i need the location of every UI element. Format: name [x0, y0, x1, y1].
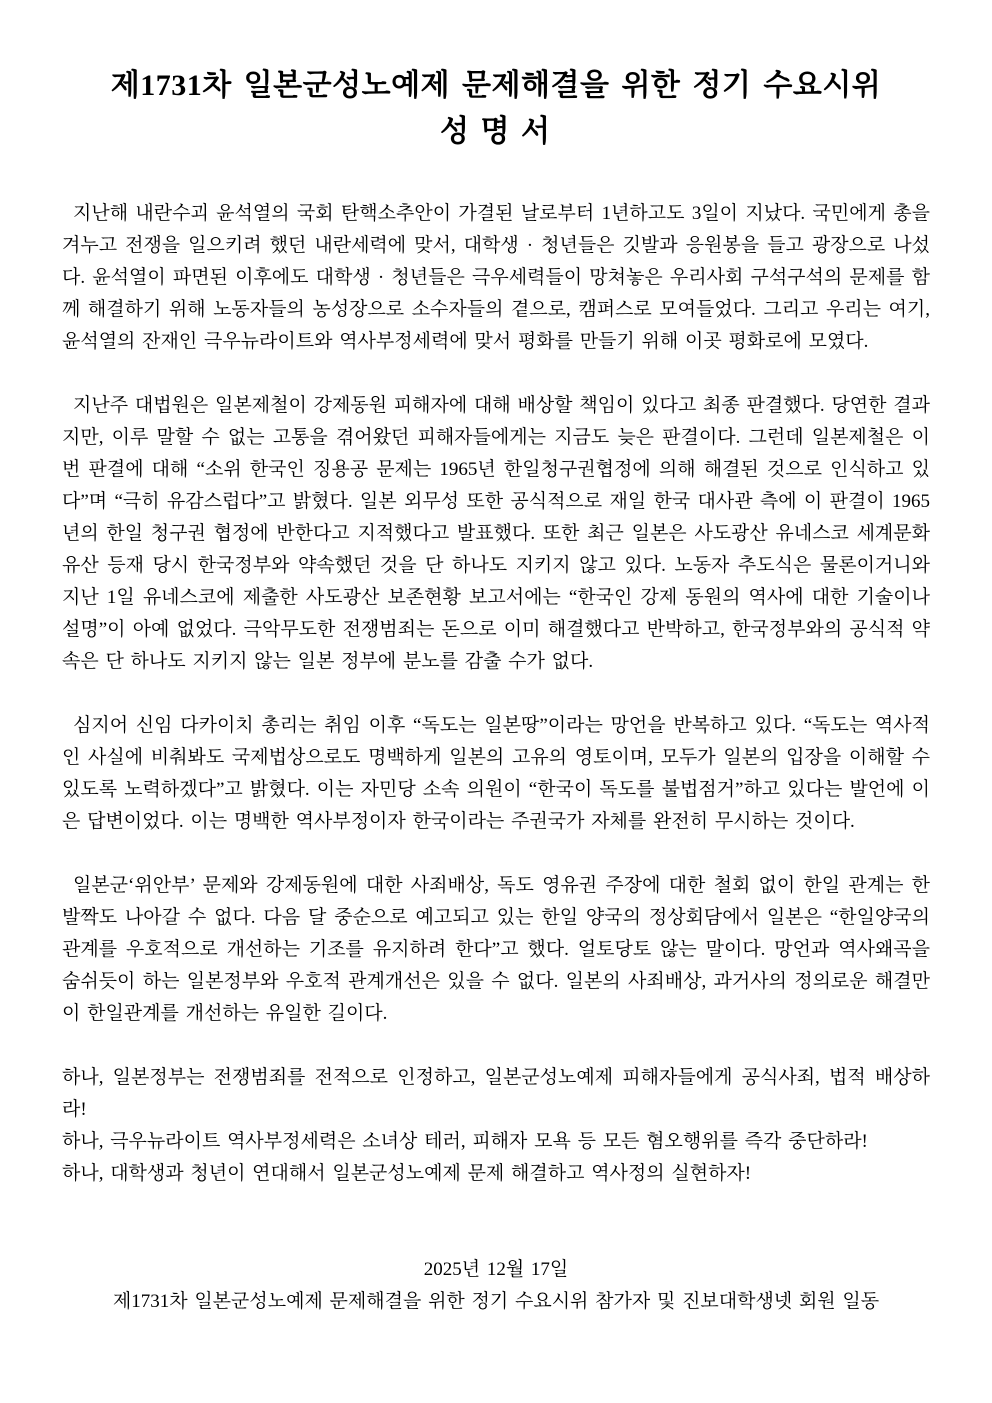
demand-student-solidarity: 하나, 대학생과 청년이 연대해서 일본군성노예제 문제 해결하고 역사정의 실현하자! — [62, 1163, 752, 1184]
statement-date: 2025년 12월 17일 — [423, 1259, 569, 1280]
paragraph-korea-japan-relations: 일본군‘위안부’ 문제와 강제동원에 대한 사죄배상, 독도 영유권 주장에 대한 철회 없이 한일 관계는 한 발짝도 나아갈 수 없다. 다음 달 중순으로 예고되고 있는 한일 양국의 정상회담에서 일본은 “한일양국의 관계를 우호적으로 개선하는 기조를 유지하려 한다”고 했다. 얼토당토 않는 말이다. 망언과 역사왜곡을 숨쉬듯이 하는 일본정부와 우호적 관계개선은 있을 수 없다. 일본의 사죄배상, 과거사의 정의로운 해결만이 한일관계를 개선하는 유일한 길이다. — [62, 875, 930, 1024]
demand-japan-apology-reparations: 하나, 일본정부는 전쟁범죄를 전적으로 인정하고, 일본군성노예제 피해자들에게 공식사죄, 법적 배상하라! — [62, 1067, 930, 1120]
paragraph-supreme-court-ruling: 지난주 대법원은 일본제철이 강제동원 피해자에 대해 배상할 책임이 있다고 최종 판결했다. 당연한 결과지만, 이루 말할 수 없는 고통을 겪어왔던 피해자들에게는 지금도 늦은 판결이다. 그런데 일본제철은 이번 판결에 대해 “소위 한국인 징용공 문제는 1965년 한일청구권협정에 의해 해결된 것으로 인식하고 있다”며 “극히 유감스럽다”고 밝혔다. 일본 외무성 또한 공식적으로 재일 한국 대사관 측에 이 판결이 1965년의 한일 청구권 협정에 반한다고 지적했다고 발표했다. 또한 최근 일본은 사도광산 유네스코 세계문화유산 등재 당시 한국정부와 약속했던 것을 단 하나도 지키지 않고 있다. 노동자 추도식은 물론이거니와 지난 1일 유네스코에 제출한 사도광산 보존현황 보고서에는 “한국인 강제 동원의 역사에 대한 기술이나 설명”이 아예 없었다. 극악무도한 전쟁범죄는 돈으로 이미 해결했다고 반박하고, 한국정부와의 공식적 약속은 단 하나도 지키지 않는 일본 정부에 분노를 감출 수가 없다. — [62, 395, 930, 672]
document-title: 제1731차 일본군성노예제 문제해결을 위한 정기 수요시위 — [110, 69, 882, 102]
paragraph-impeachment-anniversary: 지난해 내란수괴 윤석열의 국회 탄핵소추안이 가결된 날로부터 1년하고도 3일이 지났다. 국민에게 총을 겨누고 전쟁을 일으키려 했던 내란세력에 맞서, 대학생 · 청년들은 깃발과 응원봉을 들고 광장으로 나섰다. 윤석열이 파면된 이후에도 대학생 · 청년들은 극우세력들이 망쳐놓은 우리사회 구석구석의 문제를 함께 해결하기 위해 노동자들의 농성장으로 소수자들의 곁으로, 캠퍼스로 모여들었다. 그리고 우리는 여기, 윤석열의 잔재인 극우뉴라이트와 역사부정세력에 맞서 평화를 만들기 위해 이곳 평화로에 모였다. — [62, 203, 930, 352]
demand-stop-hate-acts: 하나, 극우뉴라이트 역사부정세력은 소녀상 테러, 피해자 모욕 등 모든 혐오행위를 즉각 중단하라! — [62, 1131, 868, 1152]
paragraph-takaichi-dokdo-remarks: 심지어 신임 다카이치 총리는 취임 이후 “독도는 일본땅”이라는 망언을 반복하고 있다. “독도는 역사적인 사실에 비춰봐도 국제법상으로도 명백하게 일본의 고유의 영토이며, 모두가 일본의 입장을 이해할 수 있도록 노력하겠다”고 밝혔다. 이는 자민당 소속 의원이 “한국이 독도를 불법점거”하고 있다는 발언에 이은 답변이었다. 이는 명백한 역사부정이자 한국이라는 주권국가 자체를 완전히 무시하는 것이다. — [62, 715, 930, 832]
signature-line: 제1731차 일본군성노예제 문제해결을 위한 정기 수요시위 참가자 및 진보대학생넷 회원 일동 — [112, 1291, 880, 1312]
document-subtitle: 성 명 서 — [440, 115, 552, 148]
